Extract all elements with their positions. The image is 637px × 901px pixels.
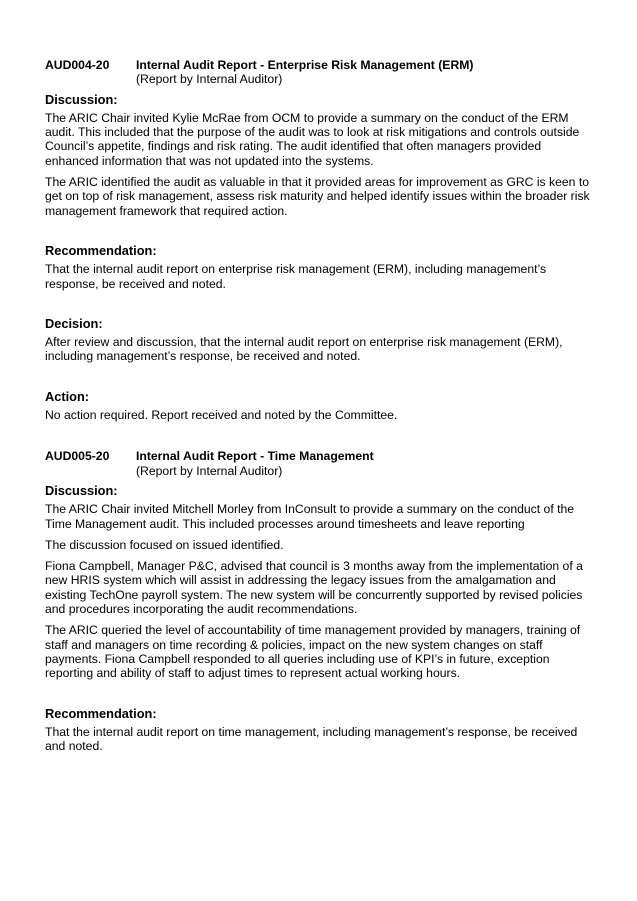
decision-text: After review and discussion, that the internal audit report on enterprise risk management (ERM), including management’s response, be received and noted. <box>45 335 563 364</box>
recommendation-text: That the internal audit report on enterprise risk management (ERM), including management’s response, be received and noted. <box>45 262 547 291</box>
action-text: No action required. Report received and noted by the Committee. <box>45 408 398 423</box>
discussion-paragraph: Fiona Campbell, Manager P&C, advised that council is 3 months away from the implementation of a new HRIS system which will assist in addressing the legacy issues from the amalgamation and existing TechOne payroll system. The new system will be concurrently supported by revised policies and procedures incorporating the audit recommendations. <box>45 559 583 617</box>
recommendation-heading: Recommendation: <box>45 242 157 258</box>
item-aud004-header <box>45 58 590 72</box>
decision-heading: Decision: <box>45 315 103 331</box>
discussion-paragraph: The ARIC queried the level of accountability of time management provided by managers, training of staff and managers on time recording & policies, impact on the new system changes on staff payments. Fiona Campbell responded to all queries including use of KPI’s in future, exception reporting and ability of staff to adjust times to represent actual working hours. <box>45 623 581 681</box>
discussion-paragraph: The ARIC identified the audit as valuable in that it provided areas for improvement as GRC is keen to get on top of risk management, assess risk maturity and helped identify issues within the broader risk management framework that required action. <box>45 175 590 218</box>
item-title: Internal Audit Report - Enterprise Risk Management (ERM) <box>136 58 474 72</box>
action-heading: Action: <box>45 388 90 404</box>
discussion-heading: Discussion: <box>45 91 118 107</box>
item-code: AUD005-20 <box>45 449 110 464</box>
discussion-paragraph: The ARIC Chair invited Mitchell Morley from InConsult to provide a summary on the conduct of the Time Management audit. This included processes around timesheets and leave reporting <box>45 502 575 531</box>
item-subtitle: (Report by Internal Auditor) <box>136 463 283 478</box>
item-subtitle: (Report by Internal Auditor) <box>136 72 283 87</box>
discussion-paragraph: The ARIC Chair invited Kylie McRae from OCM to provide a summary on the conduct of the ERM audit. This included that the purpose of the audit was to look at risk mitigations and controls outside Council’s appetite, findings and risk rating. The audit identified that often managers provided enhanced information that was not updated into the systems. <box>45 110 580 168</box>
recommendation-heading: Recommendation: <box>45 705 157 721</box>
item-title: Internal Audit Report - Time Management <box>136 449 374 464</box>
document-page <box>45 58 590 753</box>
discussion-heading: Discussion: <box>45 482 118 498</box>
item-aud005-header <box>45 449 590 463</box>
recommendation-text: That the internal audit report on time management, including management’s response, be received and noted. <box>45 724 578 754</box>
item-code: AUD004-20 <box>45 58 110 72</box>
discussion-paragraph: The discussion focused on issued identified. <box>45 537 284 552</box>
